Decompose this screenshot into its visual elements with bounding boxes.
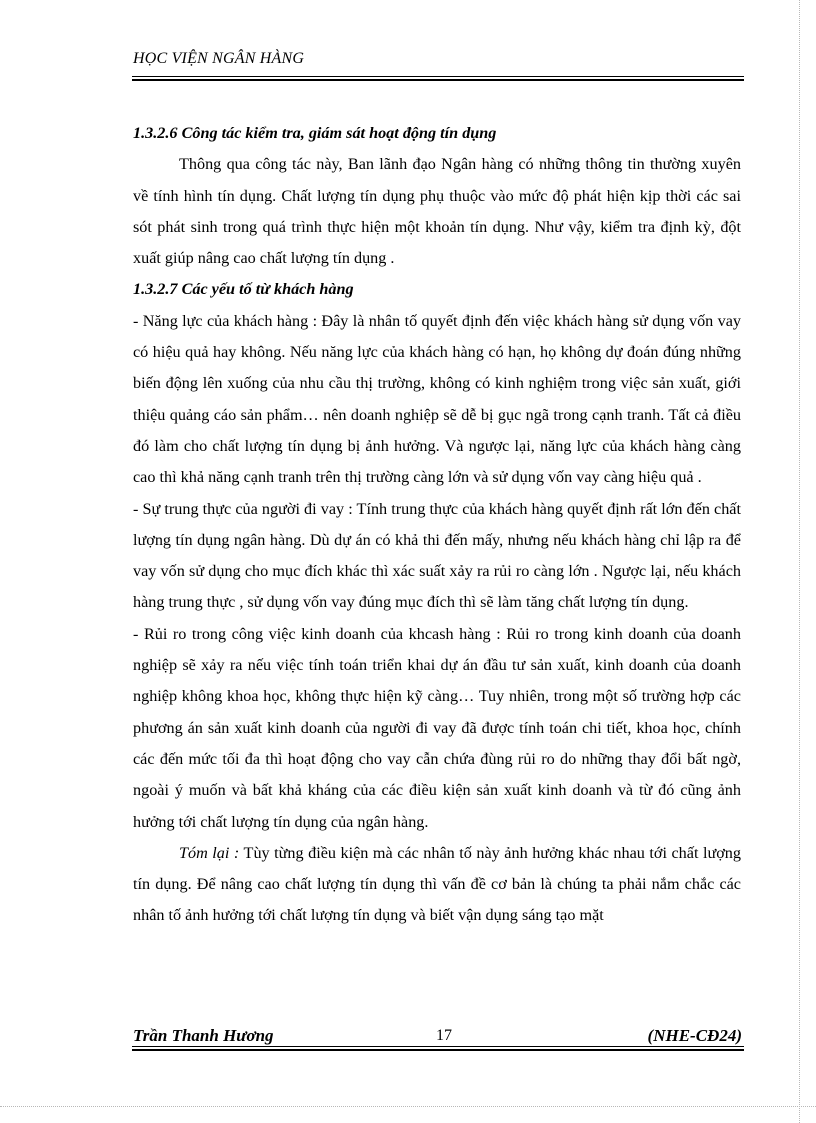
conclusion-lead: Tóm lại : bbox=[179, 843, 240, 862]
conclusion-text: Tùy từng điều kiện mà các nhân tố này ảnh hưởng khác nhau tới chất lượng tín dụng. Để nâng cao chất lượng tín dụng thì vấn đề cơ bản là chúng ta phải nắm chắc các nhân tố ảnh hưởng tới chất lượng tín dụng và biết vận dụng sáng tạo mặt bbox=[133, 843, 741, 925]
header-rule-thick bbox=[132, 79, 744, 81]
document-body bbox=[133, 118, 741, 932]
header-title: HỌC VIỆN NGÂN HÀNG bbox=[133, 50, 305, 67]
page-number: 17 bbox=[436, 1027, 452, 1044]
paragraph: Thông qua công tác này, Ban lãnh đạo Ngân hàng có những thông tin thường xuyên về tính hình tín dụng. Chất lượng tín dụng phụ thuộc vào mức độ phát hiện kịp thời các sai sót phát sinh trong quá trình thực hiện một khoản tín dụng. Như vậy, kiểm tra định kỳ, đột xuất giúp nâng cao chất lượng tín dụng . bbox=[133, 155, 741, 268]
page-boundary-bottom bbox=[0, 1106, 816, 1107]
paragraph: - Năng lực của khách hàng : Đây là nhân tố quyết định đến việc khách hàng sử dụng vốn vay có hiệu quả hay không. Nếu năng lực của khách hàng có hạn, họ không dự đoán đúng những biến động lên xuống của nhu cầu thị trường, không có kinh nghiệm trong việc sản xuất, giới thiệu quảng cáo sản phẩm… nên doanh nghiệp sẽ dễ bị gục ngã trong cạnh tranh. Tất cả điều đó làm cho chất lượng tín dụng bị ảnh hưởng. Và ngược lại, năng lực của khách hàng càng cao thì khả năng cạnh tranh trên thị trường càng lớn và sử dụng vốn vay càng hiệu quả . bbox=[133, 311, 741, 487]
conclusion-paragraph bbox=[133, 838, 741, 932]
footer-rule-thick bbox=[132, 1049, 744, 1051]
footer-author: Trần Thanh Hương bbox=[133, 1026, 274, 1045]
paragraph: - Sự trung thực của người đi vay : Tính trung thực của khách hàng quyết định rất lớn đến chất lượng tín dụng ngân hàng. Dù dự án có khả thi đến mấy, nhưng nếu khách hàng chỉ lập ra để vay vốn sử dụng cho mục đích khác thì xác suất xảy ra rủi ro càng lớn . Ngược lại, nếu khách hàng trung thực , sử dụng vốn vay đúng mục đích thì sẽ làm tăng chất lượng tín dụng. bbox=[133, 499, 741, 612]
section-heading: 1.3.2.6 Công tác kiểm tra, giám sát hoạt động tín dụng bbox=[133, 124, 497, 142]
section-heading: 1.3.2.7 Các yếu tố từ khách hàng bbox=[133, 280, 354, 299]
footer-rule bbox=[132, 1046, 744, 1047]
page-boundary-right bbox=[799, 0, 800, 1123]
header-rule bbox=[132, 76, 744, 77]
footer-code: (NHE-CĐ24) bbox=[647, 1026, 742, 1045]
paragraph: - Rủi ro trong công việc kinh doanh của khcash hàng : Rủi ro trong kinh doanh của doanh nghiệp sẽ xảy ra nếu việc tính toán triển khai dự án đầu tư sản xuất, kinh doanh của doanh nghiệp không khoa học, không thực hiện kỹ càng… Tuy nhiên, trong một số trường hợp các phương án sản xuất kinh doanh của người đi vay đã được tính toán chi tiết, khoa học, chính các đến mức tối đa thì hoạt động cho vay cẫn chứa đùng rủi ro do những thay đổi bất ngờ, ngoài ý muốn và bất khả kháng của các điều kiện sản xuất kinh doanh và từ đó cũng ảnh hưởng tới chất lượng tín dụng của ngân hàng. bbox=[133, 624, 741, 831]
